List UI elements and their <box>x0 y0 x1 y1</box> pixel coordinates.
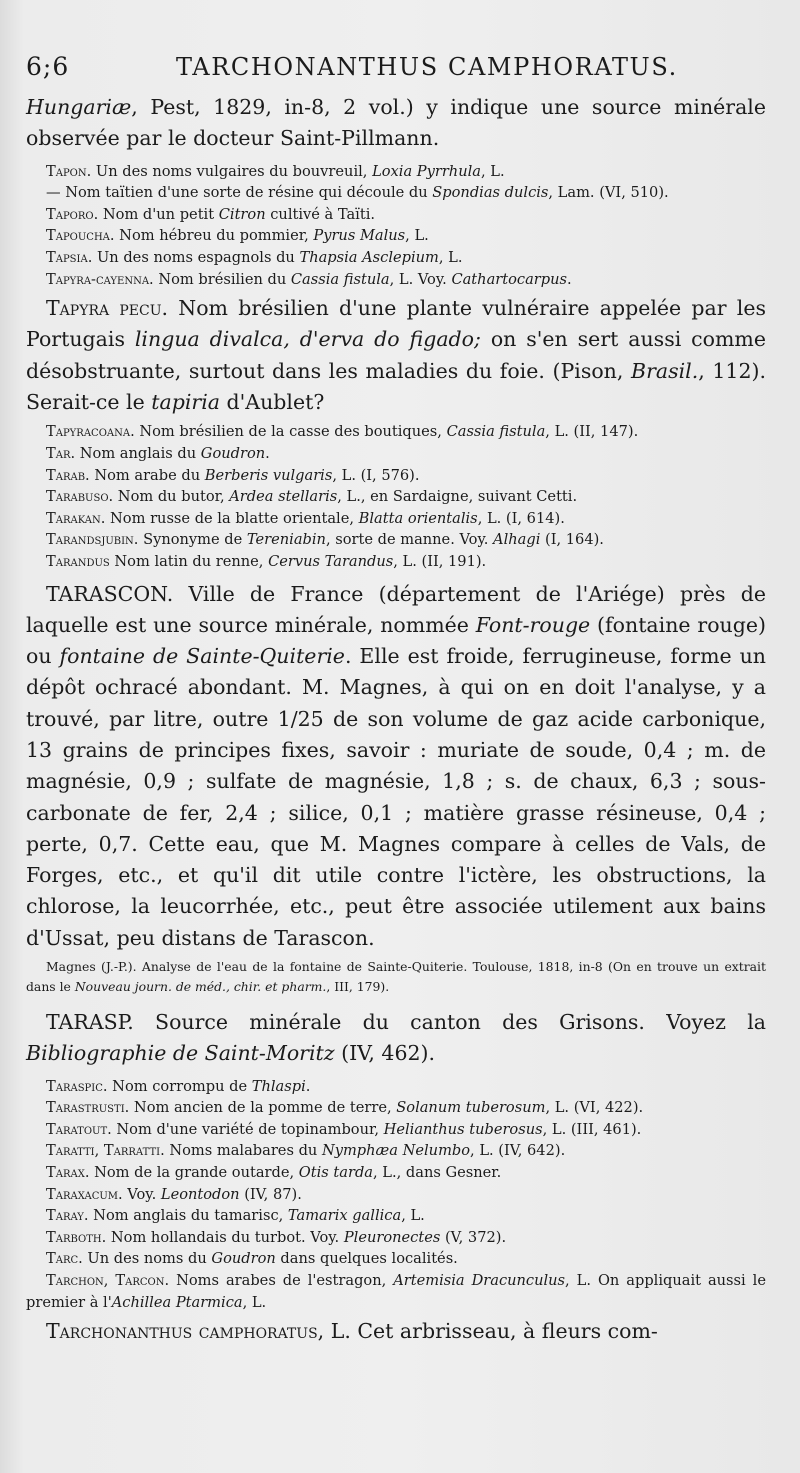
entry-tarastrusti: Tarastrusti. Nom ancien de la pomme de terre, Solanum tuberosum, L. (VI, 422). <box>46 1099 644 1117</box>
entry-tapyra-pecu: Tapyra pecu. Nom brésilien d'une plante vulnéraire appelée par les Portugais lingua divalca, d'erva do figado; on s'en sert aussi comme désobstruante, surtout dans les maladies du foie. (Pison, Brasil., 112). Serait-ce le tapiria d'Aublet? <box>26 296 767 415</box>
entry-tapon: Tapon. Un des noms vulgaires du bouvreuil, Loxia Pyrrhula, L. <box>46 162 505 180</box>
entry-taratti: Taratti, Tarratti. Noms malabares du Nymphæa Nelumbo, L. (IV, 642). <box>46 1142 566 1160</box>
entry-tarchon: Tarchon, Tarcon. Noms arabes de l'estragon, Artemisia Dracunculus, L. On appliquait aussi le premier à l'Achillea Ptarmica, L. <box>26 1272 766 1311</box>
entry-tapyracoana: Tapyracoana. Nom brésilien de la casse des boutiques, Cassia fistula, L. (II, 147). <box>46 423 639 441</box>
entry-tarakan: Tarakan. Nom russe de la blatte orientale, Blatta orientalis, L. (I, 614). <box>46 509 565 527</box>
entry-tapoucha: Tapoucha. Nom hébreu du pommier, Pyrus Malus, L. <box>46 227 429 245</box>
entry-taraxacum: Taraxacum. Voy. Leontodon (IV, 87). <box>46 1185 302 1203</box>
entry-tarc: Tarc. Un des noms du Goudron dans quelques localités. <box>46 1250 458 1268</box>
entry-taratout: Taratout. Nom d'une variété de topinambour, Helianthus tuberosus, L. (III, 461). <box>46 1120 642 1138</box>
entry-taporo: Taporo. Nom d'un petit Citron cultivé à Taïti. <box>46 205 376 223</box>
entry-tarabuso: Tarabuso. Nom du butor, Ardea stellaris, L., en Sardaigne, suivant Cetti. <box>46 488 578 506</box>
entry-tarascon: TARASCON. Ville de France (département de l'Ariége) près de laquelle est une source minérale, nommée Font-rouge (fontaine rouge) ou fontaine de Sainte-Quiterie. Elle est froide, ferrugineuse, forme un dépôt ochracé abondant. M. Magnes, à qui on en doit l'analyse, y a trouvé, par litre, outre 1/25 de son volume de gaz acide carbonique, 13 grains de principes fixes, savoir : muriate de soude, 0,4 ; m. de magnésie, 0,9 ; sulfate de magnésie, 1,8 ; s. de chaux, 6,3 ; sous-carbonate de fer, 2,4 ; silice, 0,1 ; matière grasse résineuse, 0,4 ; perte, 0,7. Cette eau, que M. Magnes compare à celles de Vals, de Forges, etc., et qu'il dit utile contre l'ictère, les obstructions, la chlorose, la leucorrhée, etc., peut être associée utilement aux bains d'Ussat, peu distans de Tarascon. <box>26 581 767 950</box>
entry-tarax: Tarax. Nom de la grande outarde, Otis tarda, L., dans Gesner. <box>46 1164 502 1182</box>
entry-tarboth: Tarboth. Nom hollandais du turbot. Voy. Pleuronectes (V, 372). <box>46 1228 507 1246</box>
entry-tarab: Tarab. Nom arabe du Berberis vulgaris, L. (I, 576). <box>46 466 420 484</box>
entry-tapyra-cayenna: Tapyra-cayenna. Nom brésilien du Cassia fistula, L. Voy. Cathartocarpus. <box>46 270 572 288</box>
bibliography-magnes: Magnes (J.-P.). Analyse de l'eau de la fontaine de Sainte-Quiterie. Toulouse, 1818, in-8 (On en trouve un extrait dans le Nouveau journ. de méd., chir. et pharm., III, 179). <box>26 959 766 995</box>
continued-paragraph: Hungariæ, Pest, 1829, in-8, 2 vol.) y indique une source minérale observée par le docteur Saint-Pillmann. <box>26 95 766 151</box>
entry-taraspic: Taraspic. Nom corrompu de Thlaspi. <box>46 1077 311 1095</box>
page-number: 6;6 <box>26 52 70 81</box>
entry-tarandus: Tarandus Nom latin du renne, Cervus Tarandus, L. (II, 191). <box>46 552 487 570</box>
page-header <box>26 52 766 92</box>
running-title: TARCHONANTHUS CAMPHORATUS. <box>176 53 678 81</box>
entry-tar: Tar. Nom anglais du Goudron. <box>46 444 270 462</box>
entry-tarandsjubin: Tarandsjubin. Synonyme de Tereniabin, sorte de manne. Voy. Alhagi (I, 164). <box>46 531 604 549</box>
entry-tarasp: TARASP. Source minérale du canton des Grisons. Voyez la Bibliographie de Saint-Moritz (IV, 462). <box>26 1010 766 1066</box>
entry-taray: Taray. Nom anglais du tamarisc, Tamarix gallica, L. <box>46 1207 425 1225</box>
entry-tarchonanthus: Tarchonanthus camphoratus, L. Cet arbrisseau, à fleurs com- <box>46 1319 658 1344</box>
entry-tapon-2: — Nom taïtien d'une sorte de résine qui découle du Spondias dulcis, Lam. (VI, 510). <box>46 184 669 202</box>
entry-tapsia: Tapsia. Un des noms espagnols du Thapsia Asclepium, L. <box>46 248 463 266</box>
